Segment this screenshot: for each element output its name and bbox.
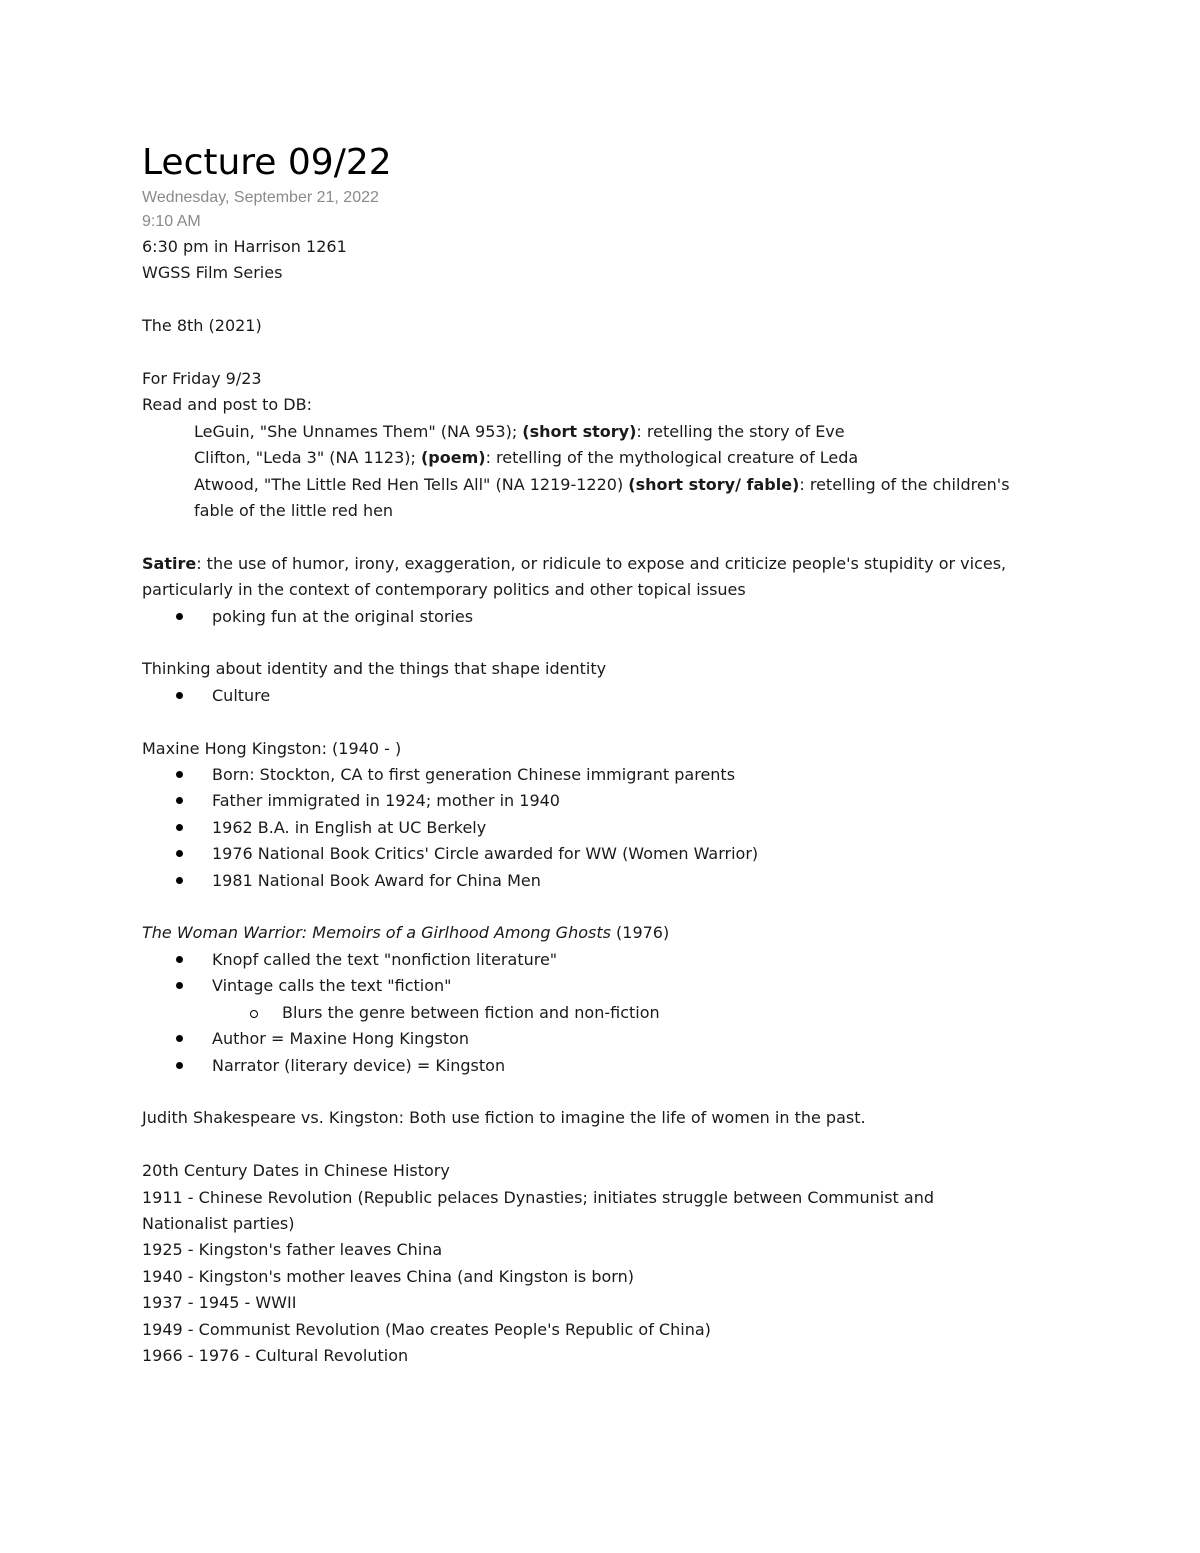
bullet-icon bbox=[176, 982, 183, 989]
bullet-icon bbox=[176, 877, 183, 884]
list-item: poking fun at the original stories bbox=[142, 604, 1042, 630]
page-title: Lecture 09/22 bbox=[142, 142, 392, 183]
list-item: Vintage calls the text "fiction" bbox=[142, 973, 1042, 999]
history-entry: 1940 - Kingston's mother leaves China (and Kingston is born) bbox=[142, 1266, 634, 1286]
judith-comparison: Judith Shakespeare vs. Kingston: Both use fiction to imagine the life of women in the past. bbox=[142, 1108, 866, 1128]
note-time: 9:10 AM bbox=[142, 213, 201, 230]
sub-list-item: Blurs the genre between fiction and non-fiction bbox=[142, 1000, 1042, 1026]
film-title: The 8th (2021) bbox=[142, 316, 262, 336]
bullet-icon bbox=[176, 692, 183, 699]
list-item: Born: Stockton, CA to first generation Chinese immigrant parents bbox=[142, 762, 1042, 788]
list-item: 1981 National Book Award for China Men bbox=[142, 868, 1042, 894]
satire-bullets bbox=[142, 604, 1042, 630]
bullet-icon bbox=[176, 771, 183, 778]
list-item: Father immigrated in 1924; mother in 1940 bbox=[142, 788, 1042, 814]
reading-item: LeGuin, "She Unnames Them" (NA 953); (short story): retelling the story of Eve bbox=[194, 421, 845, 441]
event-series: WGSS Film Series bbox=[142, 263, 283, 283]
woman-warrior-bullets bbox=[142, 947, 1042, 1079]
reading-item: Clifton, "Leda 3" (NA 1123); (poem): retelling of the mythological creature of Leda bbox=[194, 448, 859, 468]
list-item: Narrator (literary device) = Kingston bbox=[142, 1053, 1042, 1079]
history-heading: 20th Century Dates in Chinese History bbox=[142, 1161, 450, 1181]
bullet-icon bbox=[176, 1062, 183, 1069]
list-item: 1962 B.A. in English at UC Berkely bbox=[142, 815, 1042, 841]
identity-bullets bbox=[142, 683, 1042, 709]
note-date: Wednesday, September 21, 2022 bbox=[142, 189, 379, 206]
history-entry: 1949 - Communist Revolution (Mao creates People's Republic of China) bbox=[142, 1319, 711, 1339]
bullet-icon bbox=[176, 797, 183, 804]
assignment-instruction: Read and post to DB: bbox=[142, 395, 312, 415]
history-entry: 1911 - Chinese Revolution (Republic pelaces Dynasties; initiates struggle between Communist and Nationalist parties) bbox=[142, 1187, 934, 1233]
reading-item: Atwood, "The Little Red Hen Tells All" (NA 1219-1220) (short story/ fable): retelling of the children's fable of the little red hen bbox=[194, 474, 1010, 521]
assignment-heading: For Friday 9/23 bbox=[142, 369, 262, 388]
event-location: 6:30 pm in Harrison 1261 bbox=[142, 237, 347, 256]
kingston-bullets bbox=[142, 762, 1042, 894]
list-item: Culture bbox=[142, 683, 1042, 709]
bullet-icon bbox=[176, 1035, 183, 1042]
identity-heading: Thinking about identity and the things that shape identity bbox=[142, 659, 607, 679]
bullet-icon bbox=[176, 956, 183, 963]
kingston-heading: Maxine Hong Kingston: (1940 - ) bbox=[142, 738, 402, 758]
list-item: Knopf called the text "nonfiction literature" bbox=[142, 947, 1042, 973]
hollow-bullet-icon bbox=[250, 1010, 258, 1018]
history-entry: 1925 - Kingston's father leaves China bbox=[142, 1240, 443, 1260]
note-page bbox=[142, 140, 1042, 1369]
history-entry: 1937 - 1945 - WWII bbox=[142, 1293, 297, 1313]
bullet-icon bbox=[176, 850, 183, 857]
list-item: 1976 National Book Critics' Circle awarded for WW (Women Warrior) bbox=[142, 841, 1042, 867]
history-entry: 1966 - 1976 - Cultural Revolution bbox=[142, 1345, 409, 1365]
list-item: Author = Maxine Hong Kingston bbox=[142, 1026, 1042, 1052]
woman-warrior-heading: The Woman Warrior: Memoirs of a Girlhood Among Ghosts (1976) bbox=[142, 923, 670, 943]
bullet-icon bbox=[176, 824, 183, 831]
satire-definition: Satire: the use of humor, irony, exaggeration, or ridicule to expose and criticize people's stupidity or vices, particularly in the context of contemporary politics and other topical issues bbox=[142, 553, 1007, 600]
bullet-icon bbox=[176, 613, 183, 620]
